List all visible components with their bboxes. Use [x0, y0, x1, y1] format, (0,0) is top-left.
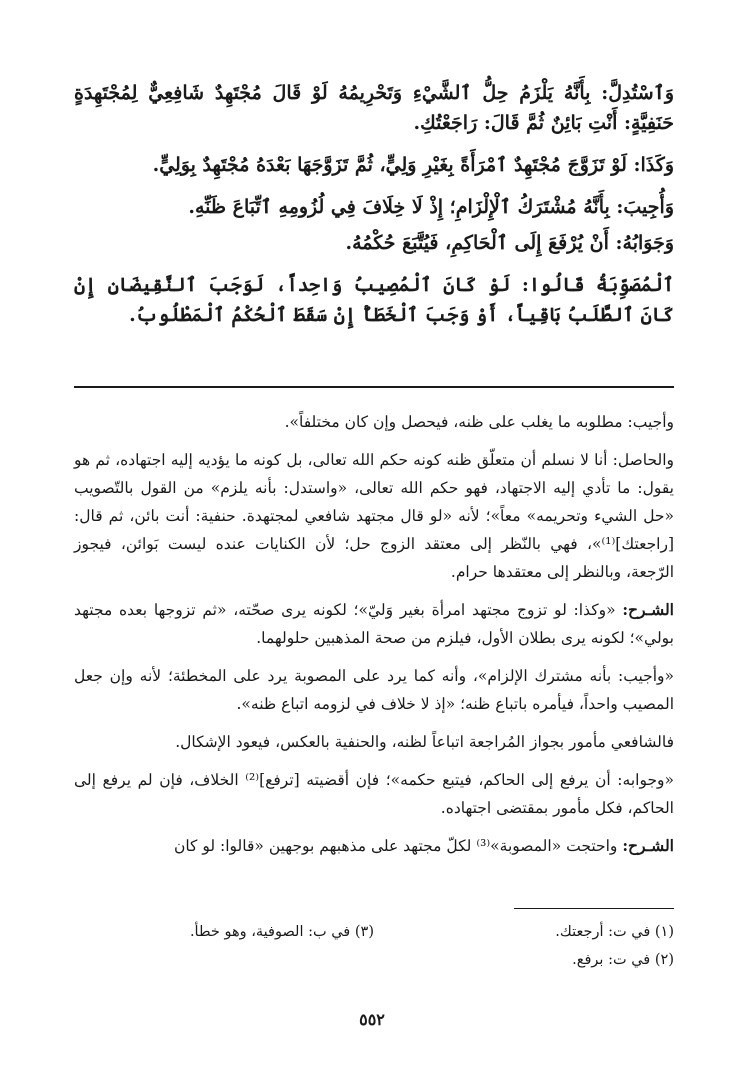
footnote-number: (٣) [354, 924, 374, 940]
footnote-text: في ت: أرجعتك. [555, 924, 651, 940]
sharh-body: «وجوابه: أن يرفع إلى الحاكم، فيتبع حكمه»؛ فإن أقضيته [ترفع]⁽²⁾ الخلاف، فإن لم يرفع إلى الحاكم، فكل مأمور بمقتضى اجتهاده. [74, 771, 674, 817]
sharh-paragraph [74, 446, 674, 586]
matn-paragraph: وَأُجِيبَ: بِأَنَّهُ مُشْتَرَكُ ٱلْإِلْزَامِ؛ إِذْ لَا خِلَافَ فِي لُزُومِهِ ٱتِّبَاعَ ظَنِّهِ. [188, 196, 674, 218]
sharh-paragraph [74, 766, 674, 822]
sharh-lead: الشـرح: [622, 600, 674, 619]
matn-paragraph: وَكَذَا: لَوْ تَزَوَّجَ مُجْتَهِدٌ ٱمْرَأَةً بِغَيْرِ وَلِيٍّ، ثُمَّ تَزَوَّجَهَا بَعْدَهُ مُجْتَهِدٌ بِوَلِيٍّ. [152, 154, 674, 176]
page-number: ٥٥٢ [359, 1010, 385, 1029]
matn-paragraph: ٱلْمُصَوِّبَةُ قَالُوا: لَوْ كَانَ ٱلْمُصِيبُ وَاحِداً، لَوَجَبَ ٱلنَّقِيضَانِ إِنْ كَانَ ٱلطَّلَبُ بَاقِياً، أَوْ وَجَبَ ٱلْخَطَأُ إِنْ سَقَطَ ٱلْحُكْمُ ٱلْمَطْلُوبُ. [74, 274, 674, 326]
sharh-paragraph [74, 408, 674, 436]
footnote [74, 918, 374, 946]
sharh-paragraph [74, 596, 674, 652]
footnote-text: في ت: برفع. [572, 952, 651, 968]
sharh-paragraph [74, 832, 674, 860]
section-divider [74, 386, 674, 388]
footnote-number: (١) [654, 924, 674, 940]
footnote-text: في ب: الصوفية، وهو خطأ. [189, 924, 351, 940]
footnote-number: (٢) [654, 952, 674, 968]
footnotes [74, 918, 674, 974]
footnote-row [74, 918, 674, 946]
sharh-body: والحاصل: أنا لا نسلم أن متعلّق ظنه كونه حكم الله تعالى، بل كونه ما يؤديه إليه اجتهاده، ثم هو يقول: ما تأدي إليه الاجتهاد، فهو حكم الله تعالى، «واستدل: بأنه يلزم» من القول بالتّصويب «حل الشيء وتحريمه» معاً»؛ لأنه «لو قال مجتهد شافعي لمجتهدة. حنفية: أنت بائن، ثم قال: [راجعتك]⁽¹⁾»، فهي بالنّظر إلى معتقد الزوج حل؛ لأن الكنايات عنده ليست بَوائن، فيجوز الرّجعة، وبالنظر إلى معتقدها حرام. [74, 451, 674, 581]
matn-paragraph: وَٱسْتُدِلَّ: بِأَنَّهُ يَلْزَمُ حِلُّ ٱلشَّيْءِ وَتَحْرِيمُهُ لَوْ قَالَ مُجْتَهِدٌ شَافِعِيٌّ لِمُجْتَهِدَةٍ حَنَفِيَّةٍ: أَنْتِ بَائِنٌ ثُمَّ قَالَ: رَاجَعْتُكِ. [74, 82, 674, 134]
footnote [374, 918, 674, 946]
sharh-paragraph [74, 728, 674, 756]
matn-paragraph: وَجَوَابُهُ: أَنْ يُرْفَعَ إِلَى ٱلْحَاكِمِ، فَيُتَّبَعَ حُكْمُهُ. [345, 232, 674, 254]
footnote-divider [514, 908, 674, 909]
sharh-body: «وكذا: لو تزوج مجتهد امرأة بغير وَليّ»؛ لكونه يرى صحّته، «ثم تزوجها بعده مجتهد بولي»؛ لكونه يرى بطلان الأول، فيلزم من صحة المذهبين حلولهما. [74, 601, 674, 647]
sharh-text [74, 408, 674, 860]
footnote-row [74, 946, 674, 974]
sharh-body: واحتجت «المصوبة»⁽³⁾ لكلّ مجتهد على مذهبهم بوجهين «قالوا: لو كان [173, 837, 623, 855]
sharh-body: وأجيب: مطلوبه ما يغلب على ظنه، فيحصل وإن كان مختلفاً». [284, 413, 674, 431]
sharh-body: «وأجيب: بأنه مشترك الإلزام»، وأنه كما يرد على المصوبة يرد على المخطئة؛ لأنه وإن جعل المصيب واحداً، فيأمره باتباع ظنه؛ «إذ لا خلاف في لزومه اتباع ظنه». [74, 667, 674, 713]
sharh-paragraph [74, 662, 674, 718]
footnote [374, 946, 674, 974]
sharh-lead: الشـرح: [622, 836, 674, 855]
matn-text [74, 78, 674, 330]
sharh-body: فالشافعي مأمور بجواز المُراجعة اتباعاً لظنه، والحنفية بالعكس، فيعود الإشكال. [175, 733, 674, 751]
